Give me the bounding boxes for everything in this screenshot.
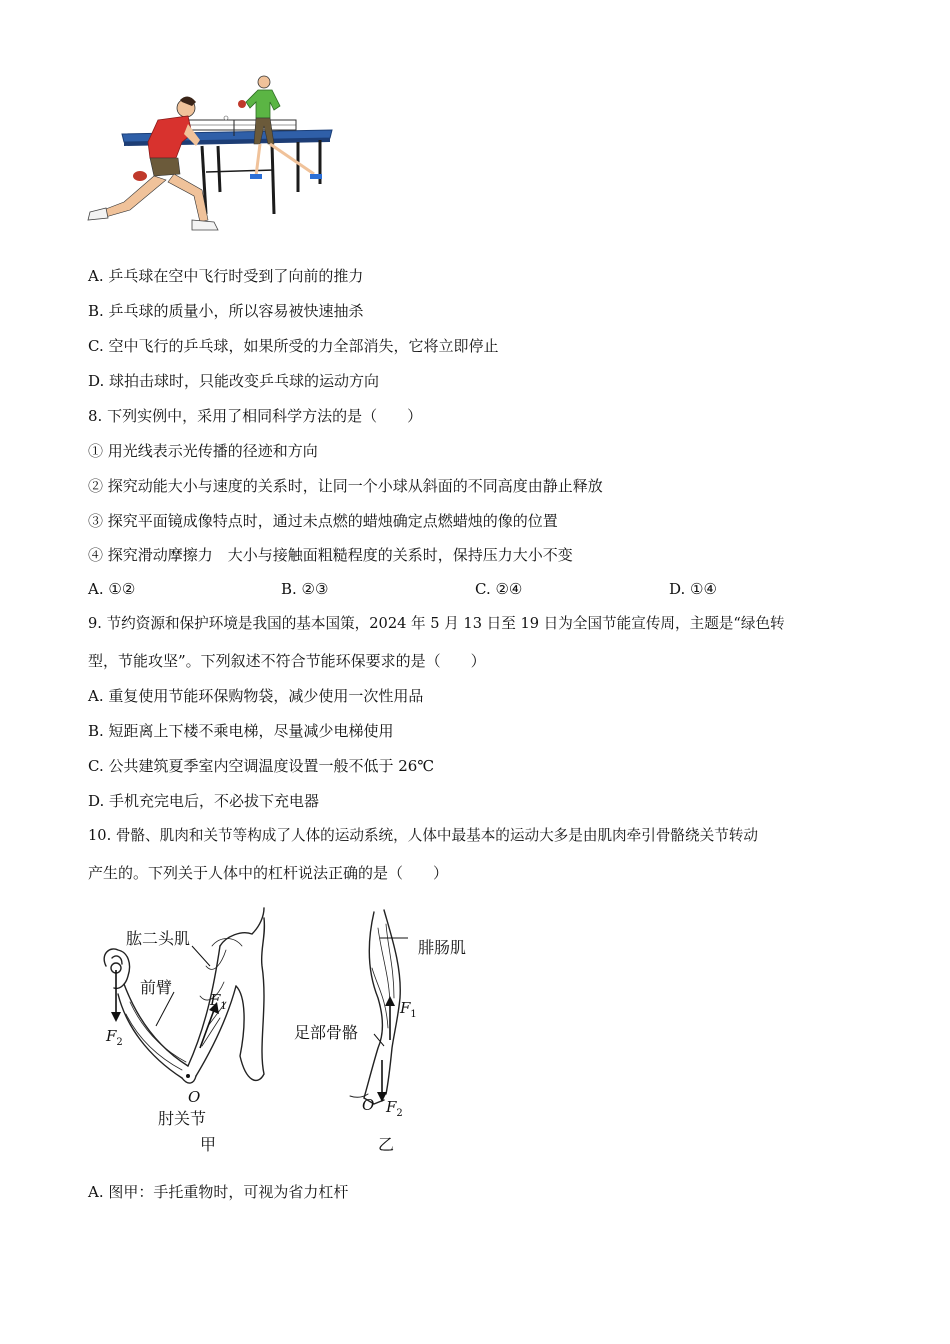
label-foot-bone: 足部骨骼	[294, 1023, 359, 1042]
table-tennis-illustration	[84, 72, 340, 240]
q8-option-c: C. ②④	[475, 580, 523, 598]
player-green	[238, 76, 322, 179]
label-f1-arm: $F_1$	[210, 991, 227, 1012]
q10-stem-line1: 10. 骨骼、肌肉和关节等构成了人体的运动系统，人体中最基本的运动大多是由肌肉牵引骨骼绕关节转动	[88, 827, 758, 844]
label-elbow-joint: 肘关节	[158, 1109, 207, 1128]
q10-stem-line2: 产生的。下列关于人体中的杠杆说法正确的是（ ）	[88, 864, 449, 882]
q10-option-a: A. 图甲：手托重物时，可视为省力杠杆	[88, 1183, 349, 1201]
q7-option-a: A. 乒乓球在空中飞行时受到了向前的推力	[88, 267, 364, 285]
q9-option-d: D. 手机充完电后，不必拔下充电器	[88, 792, 320, 810]
q8-item-4: ④ 探究滑动摩擦力 大小与接触面粗糙程度的关系时，保持压力大小不变	[88, 546, 573, 564]
caption-yi: 乙	[378, 1135, 395, 1154]
q7-option-d: D. 球拍击球时，只能改变乒乓球的运动方向	[88, 372, 380, 390]
q8-options	[88, 579, 848, 599]
q9-option-a: A. 重复使用节能环保购物袋，减少使用一次性用品	[88, 687, 424, 705]
label-forearm: 前臂	[140, 978, 173, 997]
q8-item-2: ② 探究动能大小与速度的关系时，让同一个小球从斜面的不同高度由静止释放	[88, 477, 603, 495]
q9-option-b: B. 短距离上下楼不乘电梯，尽量减少电梯使用	[88, 722, 394, 740]
label-f2-arm: $F_2$	[106, 1027, 123, 1048]
q8-option-b: B. ②③	[281, 580, 329, 598]
q8-option-d: D. ①④	[669, 580, 717, 598]
label-f1-leg: $F_1$	[400, 999, 417, 1020]
q9-stem-line2: 型，节能攻坚”。下列叙述不符合节能环保要求的是（ ）	[88, 652, 486, 670]
q7-option-b: B. 乒乓球的质量小，所以容易被快速抽杀	[88, 302, 364, 320]
q9-stem-line1: 9. 节约资源和保护环境是我国的基本国策，2024 年 5 月 13 日至 19 日为全国节能宣传周，主题是“绿色转	[88, 615, 785, 632]
label-pivot-leg: O	[362, 1096, 375, 1114]
label-biceps: 肱二头肌	[126, 929, 191, 948]
player-red	[88, 96, 218, 230]
q8-stem: 8. 下列实例中，采用了相同科学方法的是（ ）	[88, 407, 423, 425]
label-pivot-arm: O	[188, 1088, 201, 1106]
caption-jia: 甲	[200, 1135, 217, 1154]
q9-option-c: C. 公共建筑夏季室内空调温度设置一般不低于 26℃	[88, 757, 435, 775]
q8-item-3: ③ 探究平面镜成像特点时，通过未点燃的蜡烛确定点燃蜡烛的像的位置	[88, 512, 558, 530]
q8-option-a: A. ①②	[88, 580, 136, 598]
label-gastrocnemius: 腓肠肌	[418, 938, 467, 957]
q8-item-1: ① 用光线表示光传播的径迹和方向	[88, 442, 318, 460]
label-f2-leg: $F_2$	[386, 1098, 403, 1119]
q7-option-c: C. 空中飞行的乒乓球，如果所受的力全部消失，它将立即停止	[88, 337, 499, 355]
